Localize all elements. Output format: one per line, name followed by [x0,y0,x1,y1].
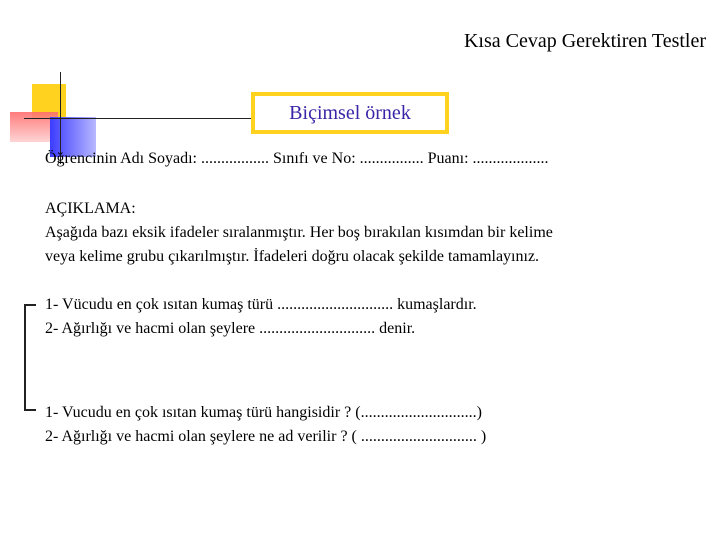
decorative-horizontal-line [24,118,254,119]
explanation-heading: AÇIKLAMA: [45,200,136,217]
fill-item-1: 1- Vücudu en çok ısıtan kumaş türü ............................. kumaşlardır. [45,296,477,313]
student-info-line: Öğrencinin Adı Soyadı: ................. Sınıfı ve No: ................ Puanı: ................... [45,150,549,167]
bracket-top-tick [24,304,36,306]
question-item-1: 1- Vucudu en çok ısıtan kumaş türü hangisidir ? (.............................) [45,404,482,421]
page-title: Kısa Cevap Gerektiren Testler [463,30,706,52]
explanation-text-line-1: Aşağıda bazı eksik ifadeler sıralanmıştır. Her boş bırakılan kısımdan bir kelime [45,224,553,241]
fill-item-2: 2- Ağırlığı ve hacmi olan şeylere ............................. denir. [45,320,416,337]
bracket-bottom-tick [24,409,36,411]
bracket-connector [24,304,26,411]
explanation-text-line-2: veya kelime grubu çıkarılmıştır. İfadeleri doğru olacak şekilde tamamlayınız. [45,248,540,265]
question-item-2: 2- Ağırlığı ve hacmi olan şeylere ne ad verilir ? ( ............................. ) [45,428,487,445]
subtitle: Biçimsel örnek [289,101,411,124]
subtitle-box [251,92,449,134]
